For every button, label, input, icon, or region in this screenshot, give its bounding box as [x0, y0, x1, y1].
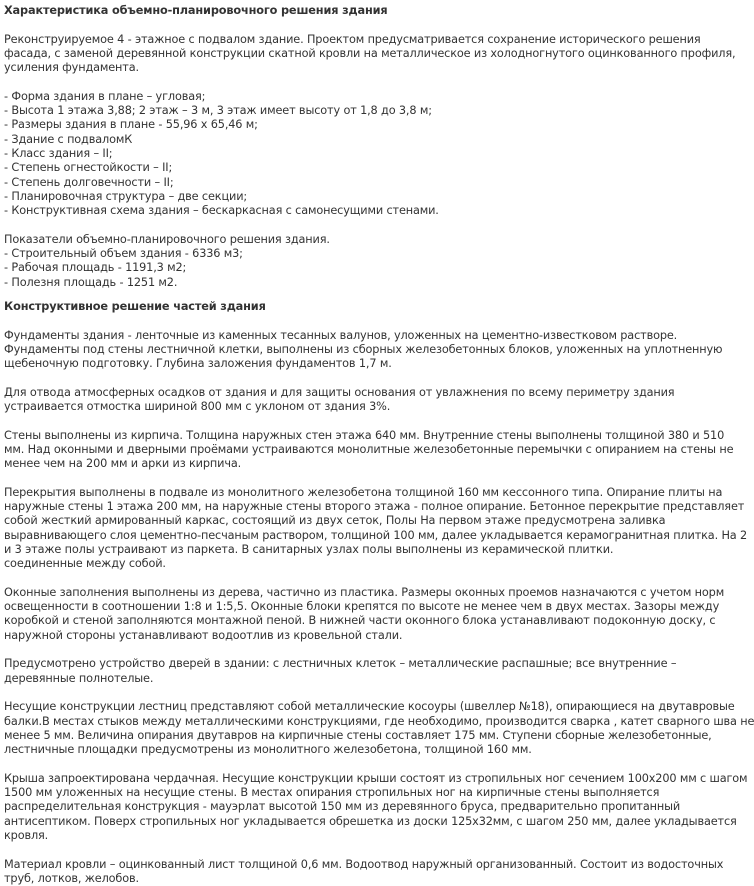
text-line: Реконструируемое 4 - этажное с подвалом здание. Проектом предусматривается сохранение исторического решения — [4, 32, 701, 46]
text-line: устраивается отмостка шириной 800 мм с уклоном от здания 3%. — [4, 400, 391, 414]
intro-paragraph — [4, 32, 736, 76]
text-line: и 3 этаже полы устраивают из паркета. В санитарных узлах полы выполнены из керамической плитки. — [4, 542, 614, 556]
windows-paragraph — [4, 585, 725, 643]
text-line: деревянные полнотелые. — [4, 671, 154, 685]
list-item: - Строительный объем здания - 6336 м3; — [4, 247, 243, 261]
list-item: - Класс здания – II; — [4, 146, 113, 160]
list-item: - Рабочая площадь - 1191,3 м2; — [4, 261, 187, 275]
text-line: Материал кровли – оцинкованный лист толщиной 0,6 мм. Водоотвод наружный организованный. Состоит из водосточных — [4, 857, 724, 871]
text-line: менее чем на 200 мм и арки из кирпича. — [4, 457, 242, 471]
text-line: Фундаменты здания - ленточные из каменных тесанных валунов, уложенных на цементно-известковом растворе. — [4, 328, 678, 342]
text-line: мм. Над оконными и дверными проёмами устраиваются монолитные железобетонные перемычки с опиранием на стены не — [4, 442, 734, 456]
text-line: Для отвода атмосферных осадков от здания и для защиты основания от увлажнения по всему периметру здания — [4, 385, 675, 399]
doors-paragraph — [4, 657, 692, 686]
list-item: - Степень огнестойкости – II; — [4, 161, 173, 175]
roofing-material-paragraph — [4, 857, 724, 886]
text-line: антисептиком. Поверх стропильных ног укладывается обрешетка из доски 125х32мм, с шагом 250 мм, далее укладывается — [4, 814, 737, 828]
text-line: Стены выполнены из кирпича. Толщина наружных стен этажа 640 мм. Внутренние стены выполнены толщиной 380 и 510 — [4, 428, 725, 442]
text-line: кровля. — [4, 828, 49, 842]
list-item: - Размеры здания в плане - 55,96 х 65,46 м; — [4, 118, 258, 132]
list-item: Показатели объемно-планировочного решения здания. — [4, 232, 330, 246]
text-line: лестничные площадки предусмотрены из монолитного железобетона, толщиной 160 мм. — [4, 743, 532, 757]
list-item: - Полезня площадь - 1251 м2. — [4, 275, 178, 289]
text-line: собой жесткий армированный каркас, состоящий из двух сеток, Полы На первом этаже предусмотрена заливка — [4, 514, 666, 528]
text-line: выравнивающего слоя цементно-песчаным раствором, толщиной 100 мм, далее укладывается керамогранитная плитка. На 2 — [4, 528, 748, 542]
indicators-list — [4, 233, 692, 290]
text-line: Предусмотрено устройство дверей в здании: с лестничных клеток – металлические распашные; все внутренние – — [4, 657, 677, 671]
section-heading-layout: Характеристика объемно-планировочного решения здания — [4, 4, 388, 17]
text-line: освещенности в соотношении 1:8 и 1:5,5. Оконные блоки крепятся по высоте не менее чем в двух местах. Зазоры между — [4, 600, 720, 614]
text-line: менее 5 мм. Величина опирания двутавров на кирпичные стены составляет 175 мм. Ступени сборные железобетонные, — [4, 728, 712, 742]
text-line: 1500 мм уложенных на несущие стены. В местах опирания стропильных ног на кирпичные стены выполняется — [4, 786, 660, 800]
text-line: Оконные заполнения выполнены из дерева, частично из пластика. Размеры оконных проемов назначаются с учетом норм — [4, 585, 725, 599]
foundation-paragraph — [4, 328, 723, 372]
text-line: Несущие конструкции лестниц представляют собой металлические косоуры (швеллер №18), опирающиеся на двутавровые — [4, 700, 735, 714]
section-heading-structure: Конструктивное решение частей здания — [4, 299, 266, 313]
list-item: - Форма здания в плане – угловая; — [4, 89, 206, 103]
list-item: - Степень долговечности – II; — [4, 175, 174, 189]
stairs-paragraph — [4, 700, 754, 757]
text-line: Фундаменты под стены лестничной клетки, выполнены из сборных железобетонных блоков, уложенных на уплотненную — [4, 342, 723, 356]
list-item: - Здание с подваломК — [4, 132, 133, 146]
text-line: Перекрытия выполнены в подвале из монолитного железобетона толщиной 160 мм кессонного типа. Опирание плиты на — [4, 485, 723, 499]
text-line: Крыша запроектирована чердачная. Несущие конструкции крыши состоят из стропильных ног сечением 100х200 мм с шагом — [4, 771, 748, 785]
text-line: усиления фундамента. — [4, 61, 139, 75]
floors-paragraph — [4, 485, 748, 572]
text-line: коробкой и стеной заполняются монтажной пеной. В нижней части оконного блока устанавливают подоконную доску, с — [4, 614, 716, 628]
list-item: - Высота 1 этажа 3,88; 2 этаж – 3 м, 3 этаж имеет высоту от 1,8 до 3,8 м; — [4, 104, 432, 118]
drainage-paragraph — [4, 386, 692, 415]
text-line: труб, лотков, желобов. — [4, 871, 139, 885]
text-line: соединенные между собой. — [4, 557, 166, 571]
roof-paragraph — [4, 771, 748, 843]
text-line: распределительная конструкция - мауэрлат высотой 150 мм из деревянного бруса, предварительно пропитанный — [4, 800, 681, 814]
text-line: щебеночную подготовку. Глубина заложения фундаментов 1,7 м. — [4, 357, 392, 371]
text-line: наружной стороны устанавливают водоотлив из кровельной стали. — [4, 628, 403, 642]
walls-paragraph — [4, 428, 734, 472]
list-item: - Конструктивная схема здания – бескаркасная с самонесущими стенами. — [4, 204, 439, 218]
text-line: фасада, с заменой деревянной конструкции скатной кровли на металлическое из холодногнутого оцинкованного профиля, — [4, 46, 736, 60]
characteristics-list — [4, 90, 692, 219]
text-line: балки.В местах стыков между металлическими конструкциями, где необходимо, производится сварка , катет сварного шва не — [4, 714, 754, 728]
list-item: - Планировочная структура – две секции; — [4, 189, 248, 203]
text-line: наружные стены 1 этажа 200 мм, на наружные стены второго этажа - полное опирание. Бетонное перекрытие представляет — [4, 500, 745, 514]
